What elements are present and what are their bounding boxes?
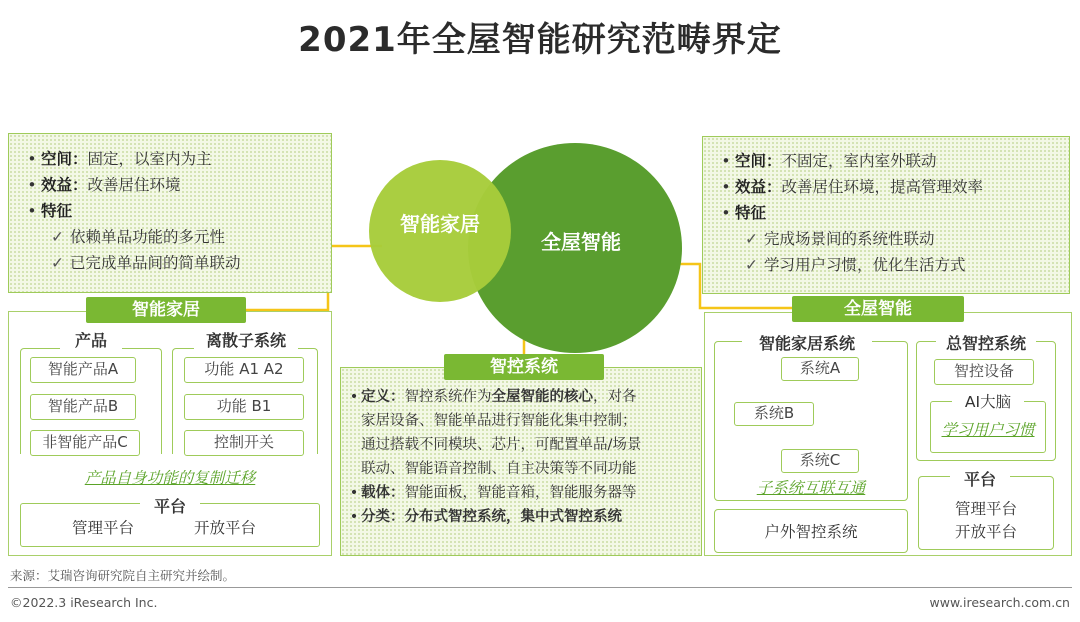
bullet-space: • 空间：固定，以室内为主	[27, 150, 212, 168]
left-platform-head: 平台	[140, 494, 200, 517]
check-icon: ✓	[51, 254, 64, 272]
smart-control-box	[340, 367, 702, 556]
smart-home-features-box	[8, 133, 332, 293]
def-line: • 定义：智控系统作为全屋智能的核心，对各	[349, 389, 637, 405]
ai-brain-label: AI大脑	[952, 389, 1024, 415]
subsystems-head: 离散子系统	[194, 328, 298, 351]
bullet-benefit: • 效益：改善居住环境	[27, 176, 181, 194]
bullet-feature: • 特征	[27, 202, 73, 220]
left-open-platform: 开放平台	[194, 519, 257, 537]
check-item: ✓ 学习用户习惯，优化生活方式	[745, 256, 966, 274]
product-b: 智能产品B	[30, 394, 136, 420]
smart-home-system-head: 智能家居系统	[742, 331, 872, 354]
check-item: ✓ 依赖单品功能的多元性	[51, 228, 226, 246]
system-a: 系统A	[781, 357, 859, 381]
check-icon: ✓	[51, 228, 64, 246]
check-icon: ✓	[745, 256, 758, 274]
check-icon: ✓	[745, 230, 758, 248]
interconnect-note: 子系统互联互通	[756, 479, 866, 497]
bullet-feature: • 特征	[721, 204, 767, 222]
page-title: 2021年全屋智能研究范畴界定	[298, 20, 782, 60]
smart-control-badge: 智控系统	[444, 354, 604, 380]
smart-control-device: 智控设备	[934, 359, 1034, 385]
footer-divider	[8, 587, 1072, 588]
bullet-space: • 空间：不固定，室内室外联动	[721, 152, 937, 170]
whole-house-label: 全屋智能	[541, 230, 621, 254]
site-url[interactable]: www.iresearch.com.cn	[929, 595, 1070, 610]
function-c: 控制开关	[184, 430, 304, 456]
product-c: 非智能产品C	[30, 430, 140, 456]
smart-home-badge: 智能家居	[86, 297, 246, 323]
check-item: ✓ 已完成单品间的简单联动	[51, 254, 241, 272]
function-b: 功能 B1	[184, 394, 304, 420]
product-a: 智能产品A	[30, 357, 136, 383]
left-mgmt-platform: 管理平台	[72, 519, 135, 537]
migration-note: 产品自身功能的复制迁移	[84, 469, 256, 487]
right-mgmt-platform: 管理平台	[954, 500, 1017, 518]
system-b: 系统B	[734, 402, 814, 426]
right-open-platform: 开放平台	[954, 523, 1017, 541]
whole-house-features-box	[702, 136, 1070, 294]
def-line: 联动、智能语音控制、自主决策等不同功能	[361, 461, 637, 477]
total-control-head: 总智控系统	[936, 331, 1036, 354]
outdoor-system: 户外智控系统	[764, 523, 858, 541]
carrier-line: • 载体：智能面板，智能音箱，智能服务器等	[349, 485, 637, 501]
smart-home-label: 智能家居	[400, 212, 480, 236]
copyright: ©2022.3 iResearch Inc.	[10, 595, 158, 610]
system-c: 系统C	[781, 449, 859, 473]
check-item: ✓ 完成场景间的系统性联动	[745, 230, 935, 248]
def-line: 通过搭载不同模块、芯片，可配置单品/场景	[361, 437, 642, 453]
right-platform-head: 平台	[950, 467, 1010, 490]
def-line: 家居设备、智能单品进行智能化集中控制；	[361, 413, 637, 429]
products-head: 产品	[60, 328, 122, 351]
whole-house-badge: 全屋智能	[792, 296, 964, 322]
function-a: 功能 A1 A2	[184, 357, 304, 383]
class-line: • 分类：分布式智控系统，集中式智控系统	[349, 509, 622, 525]
bullet-benefit: • 效益：改善居住环境，提高管理效率	[721, 178, 984, 196]
learn-habits-note: 学习用户习惯	[941, 421, 1035, 439]
source-note: 来源：艾瑞咨询研究院自主研究并绘制。	[10, 568, 236, 583]
